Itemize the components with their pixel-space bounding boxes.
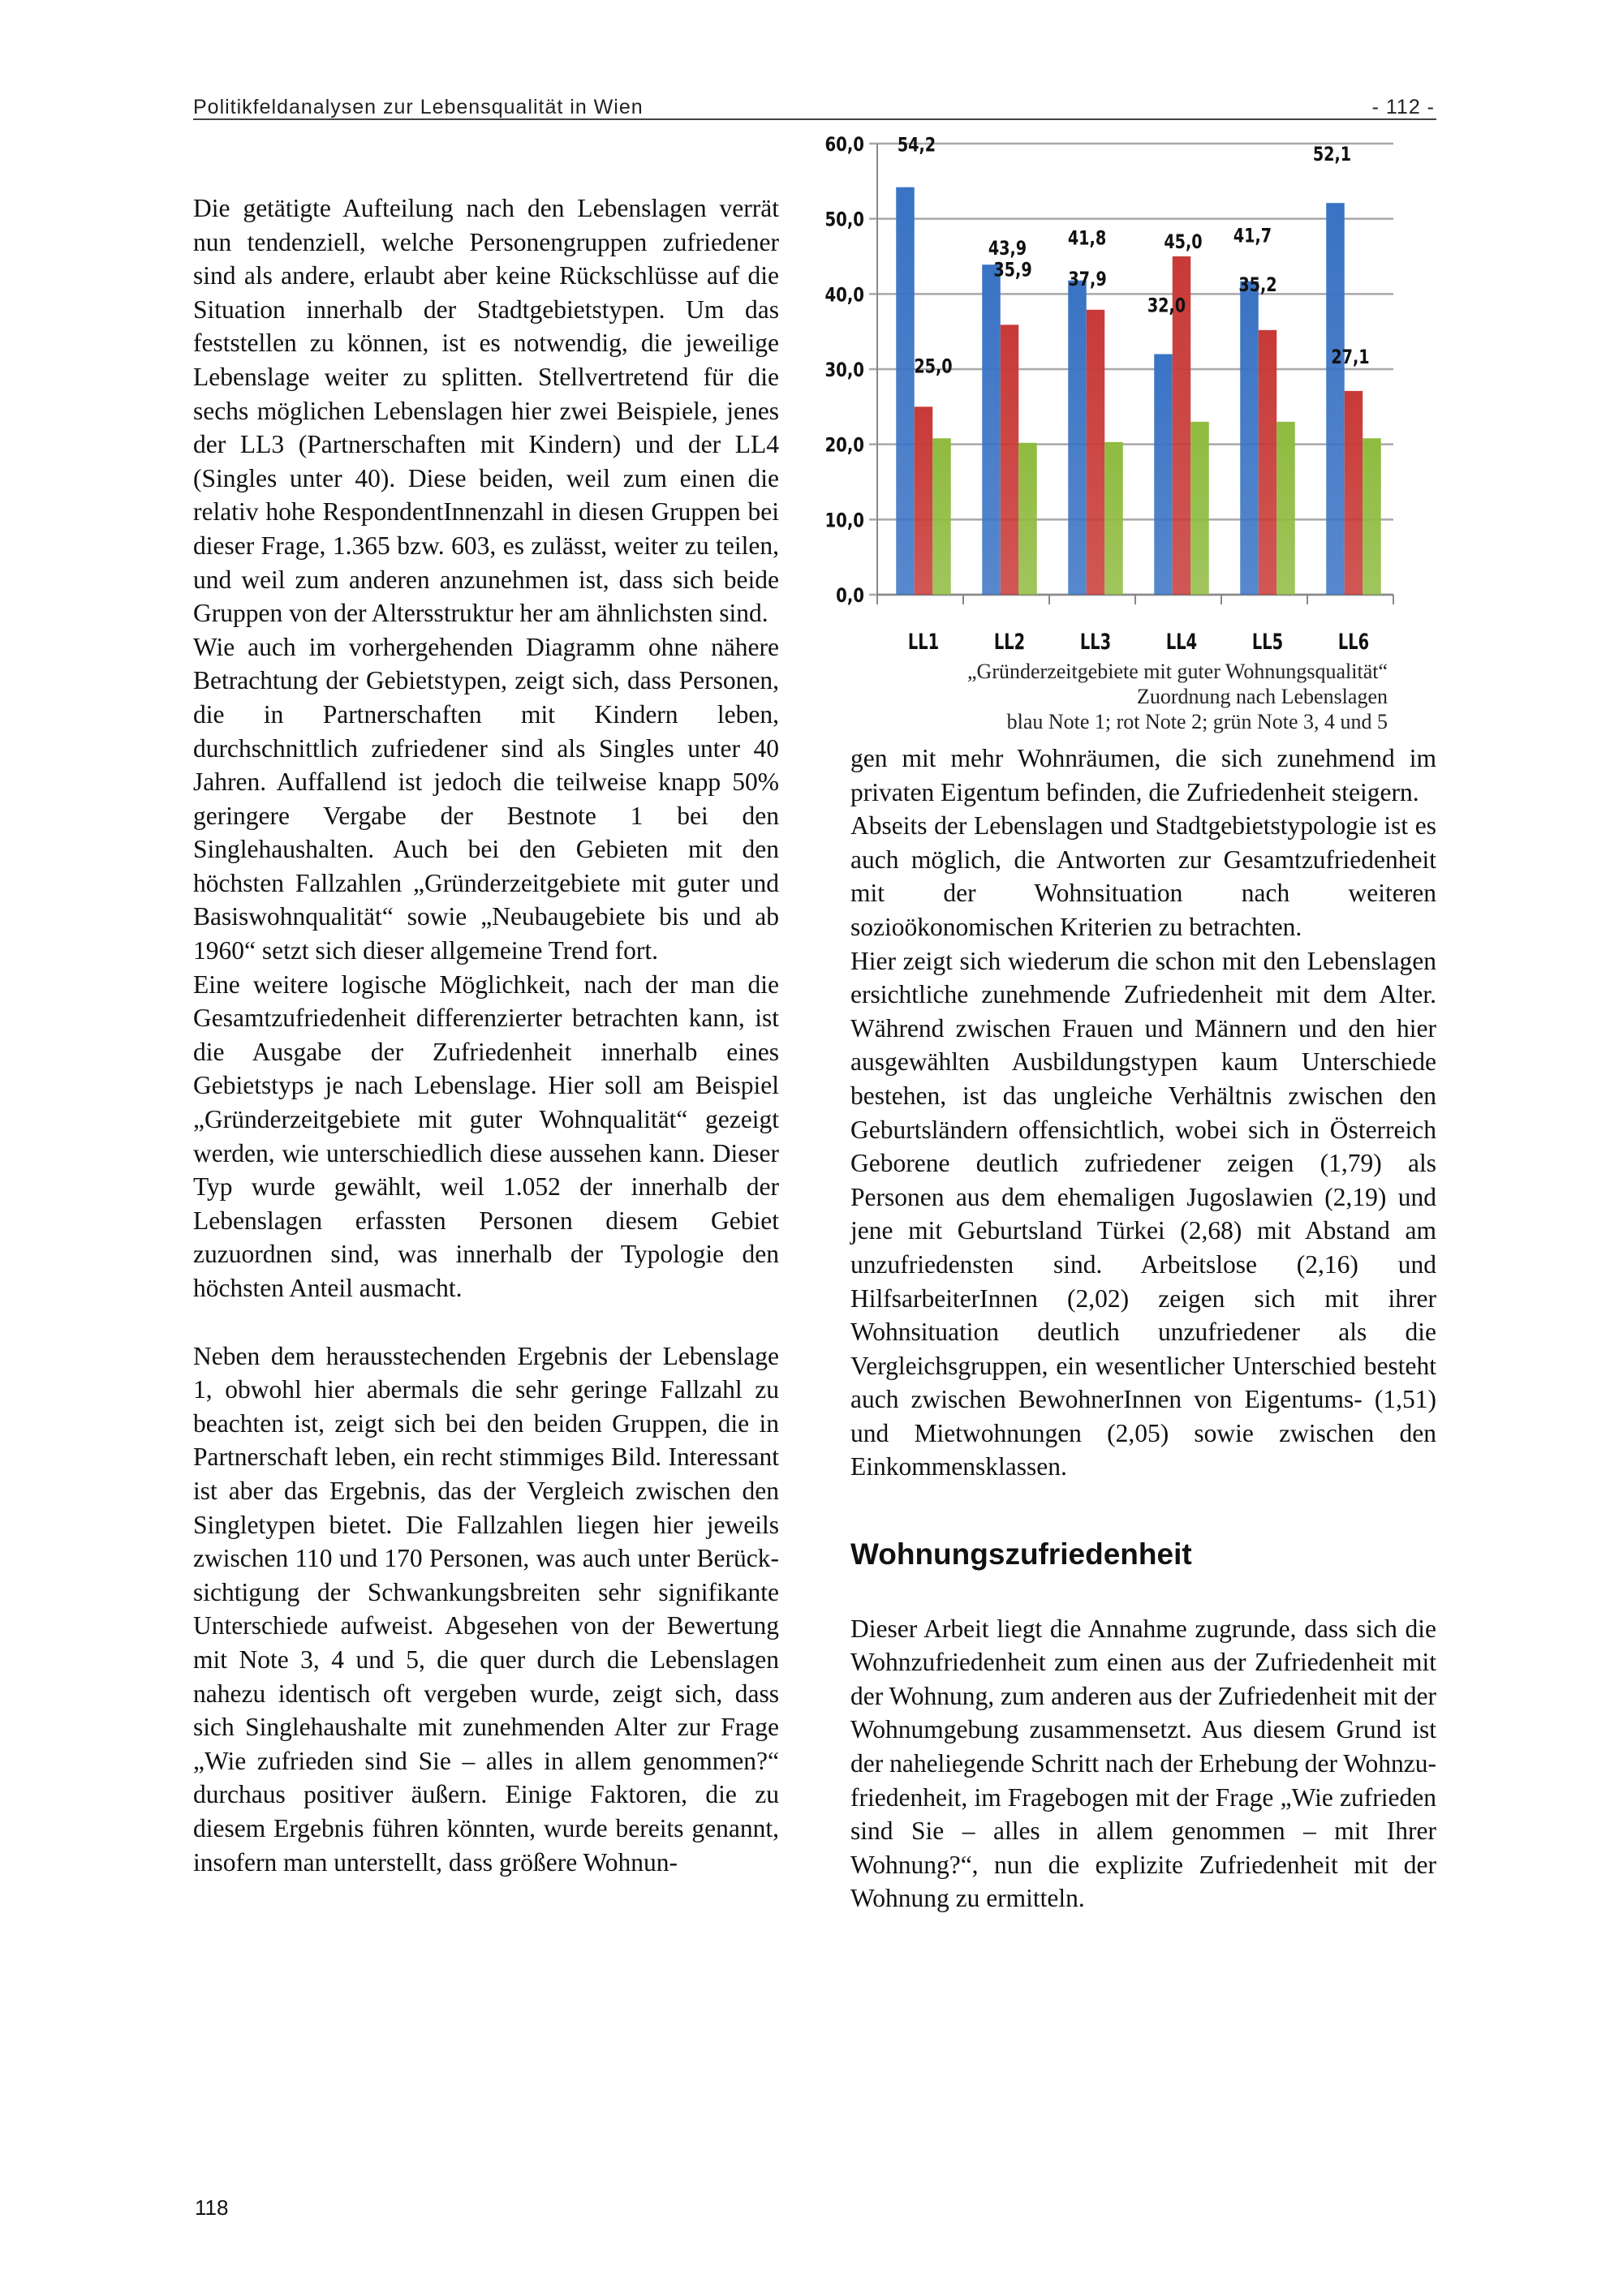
bar-note-2-ll6 bbox=[1345, 391, 1363, 595]
data-label: 25,0 bbox=[914, 355, 953, 378]
section-heading: Wohnungszufriedenheit bbox=[850, 1537, 1192, 1572]
bar-note-3-4-und-5-ll6 bbox=[1363, 438, 1381, 595]
bar-note-3-4-und-5-ll1 bbox=[932, 438, 951, 595]
paragraph: Neben dem herausstechenden Ergebnis der Lebenslage 1, obwohl hier abermals die sehr geringe Fallzahl zu beachten ist, zeigt sich bei den beiden Gruppen, die in Partnerschaft leben, ein recht stimmiges Bild. Interessant ist aber das Ergebnis, das der Vergleich zwischen den Singletypen bietet. Die Fallzahlen liegen hier jeweils zwischen 110 und 170 Personen, was auch unter Berücksichtigung der Schwankungsbreiten sehr signifikante Unterschiede aufweist. Abgesehen von der Bewertung mit Note 3, 4 und 5, die quer durch die Lebenslagen nahezu identisch oft vergeben wurde, zeigt sich, dass sich Singlehaushalte mit zunehmenden Alter zur Frage „Wie zufrieden sind Sie – alles in allem genommen?“ durchaus positiver äußern. Einige Faktoren, die zu diesem Ergebnis führen könnten, wurde bereits genannt, insofern man unterstellt, dass größere Wohnun- bbox=[193, 1341, 779, 1877]
bar-note-1-ll6 bbox=[1326, 203, 1345, 595]
data-label: 35,9 bbox=[993, 259, 1032, 282]
paragraph: Die getätigte Aufteilung nach den Lebenslagen verrät nun tendenziell, welche Personengruppen zufriedener sind als andere, erlaubt aber keine Rückschlüsse auf die Situation innerhalb der Stadtgebietstypen. Um das feststellen zu können, ist es notwendig, die jeweilige Lebenslage weiter zu splitten. Stellvertretend für die sechs möglichen Lebenslagen hier zwei Beispiele, jenes der LL3 (Partnerschaften mit Kindern) und der LL4 (Singles unter 40). Diese beiden, weil zum einen die relativ hohe RespondentInnenzahl in diesen Gruppen bei dieser Frage, 1.365 bzw. 603, es zulässt, weiter zu teilen, und weil zum anderen anzunehmen ist, dass sich beide Gruppen von der Altersstruktur her am ähnlichsten sind. bbox=[193, 194, 779, 628]
bar-note-1-ll4 bbox=[1154, 354, 1173, 595]
paragraph-gap bbox=[193, 1305, 779, 1339]
data-label: 45,0 bbox=[1164, 231, 1203, 254]
paragraph: Wie auch im vorhergehenden Diagramm ohne nähere Betrachtung der Gebietstypen, zeigt sich, dass Personen, die in Partnerschaften mit Kindern leben, durchschnittlich zufriedener sind als Singles unter 40 Jahren. Auffallend ist jedoch die teilweise knapp 50% geringere Vergabe der Bestnote 1 bei den Singlehaushalten. Auch bei den Gebieten mit den höchsten Fallzahlen „Gründerzeitgebiete mit guter und Basiswohnqualität“ sowie „Neubaugebiete bis und ab 1960“ setzt sich dieser allgemeine Trend fort. bbox=[193, 632, 779, 965]
chart-caption-legend: blau Note 1; rot Note 2; grün Note 3, 4 und 5 bbox=[1006, 710, 1388, 733]
data-label: 35,2 bbox=[1238, 273, 1277, 297]
header-rule bbox=[193, 118, 1436, 120]
y-tick-label: 10,0 bbox=[824, 510, 864, 532]
paragraph: Eine weitere logische Möglichkeit, nach der man die Gesamtzufriedenheit differenzierter betrachten kann, ist die Ausgabe der Zufriedenheit innerhalb eines Gebietstyps je nach Lebenslage. Hier soll am Beispiel „Gründerzeitgebiete mit guter Wohnqualität“ gezeigt werden, wie unterschiedlich diese aussehen kann. Dieser Typ wurde gewählt, weil 1.052 der innerhalb der Lebenslagen erfassten Personen diesem Gebiet zuzuordnen sind, was innerhalb der Typologie den höchsten Anteil ausmacht. bbox=[193, 970, 779, 1302]
bar-note-3-4-und-5-ll4 bbox=[1190, 422, 1209, 595]
bar-note-1-ll5 bbox=[1240, 282, 1259, 595]
right-column bbox=[850, 742, 1436, 1915]
data-label: 41,8 bbox=[1067, 227, 1107, 251]
x-tick-label: LL4 bbox=[1165, 628, 1198, 655]
paragraph: Abseits der Lebenslagen und Stadtgebietstypologie ist es auch möglich, die Antworten zur Gesamtzufriedenheit mit der Wohnsituation nach weiteren sozioökonomischen Kriterien zu betrachten. bbox=[850, 811, 1436, 941]
bar-note-1-ll1 bbox=[896, 187, 915, 595]
y-tick-label: 40,0 bbox=[824, 284, 864, 307]
bar-note-3-4-und-5-ll5 bbox=[1276, 422, 1295, 595]
data-label: 52,1 bbox=[1312, 144, 1352, 166]
y-tick-label: 20,0 bbox=[824, 434, 864, 458]
data-label: 32,0 bbox=[1147, 295, 1186, 318]
chart-caption-title: „Gründerzeitgebiete mit guter Wohnungsqualität“ bbox=[967, 660, 1388, 683]
paragraph: Dieser Arbeit liegt die Annahme zugrunde, dass sich die Wohnzufriedenheit zum einen aus der Zufriedenheit mit der Wohnung, zum anderen aus der Zufriedenheit mit der Wohnumgebung zusammensetzt. Aus diesem Grund ist der naheliegende Schritt nach der Erhebung der Wohnzufriedenheit, im Fragebogen mit der Frage „Wie zufrieden sind Sie – alles in allem genommen – mit Ihrer Wohnung?“, nun die explizite Zufriedenheit mit der Wohnung zu ermitteln. bbox=[850, 1614, 1437, 1913]
running-header-page-number: - 112 - bbox=[1371, 96, 1435, 118]
chart-caption-subtitle: Zuordnung nach Lebenslagen bbox=[1136, 685, 1388, 708]
chart-caption bbox=[803, 659, 1388, 734]
data-label: 41,7 bbox=[1233, 225, 1272, 248]
bar-note-3-4-und-5-ll2 bbox=[1018, 443, 1037, 595]
x-tick-label: LL1 bbox=[907, 628, 940, 655]
bar-note-2-ll3 bbox=[1087, 310, 1105, 595]
left-column bbox=[193, 191, 779, 1879]
x-tick-label: LL5 bbox=[1251, 628, 1284, 655]
x-tick-label: LL2 bbox=[993, 628, 1026, 655]
bar-chart-svg bbox=[803, 122, 1420, 738]
data-label: 43,9 bbox=[988, 238, 1027, 260]
x-tick-label: LL3 bbox=[1079, 628, 1112, 655]
x-tick-label: LL6 bbox=[1337, 628, 1370, 655]
bar-note-2-ll2 bbox=[1001, 325, 1019, 595]
y-tick-label: 0,0 bbox=[836, 585, 864, 608]
page-number: 118 bbox=[195, 2195, 229, 2220]
bar-note-2-ll1 bbox=[915, 406, 933, 595]
bar-note-1-ll2 bbox=[982, 264, 1001, 595]
y-tick-label: 60,0 bbox=[824, 134, 864, 157]
bar-note-3-4-und-5-ll3 bbox=[1104, 442, 1123, 595]
bar-note-2-ll5 bbox=[1259, 330, 1277, 595]
bar-note-1-ll3 bbox=[1068, 281, 1087, 595]
data-label: 54,2 bbox=[897, 134, 936, 157]
y-tick-label: 30,0 bbox=[824, 359, 864, 382]
running-header bbox=[193, 96, 1435, 120]
paragraph: gen mit mehr Wohnräumen, die sich zunehmend im privaten Eigentum befinden, die Zufriedenheit steigern. bbox=[850, 744, 1436, 806]
data-label: 37,9 bbox=[1068, 268, 1107, 291]
paragraph: Hier zeigt sich wiederum die schon mit den Lebenslagen ersichtliche zunehmende Zufriedenheit mit dem Alter. Während zwischen Frauen und Männern und den hier ausgewählten Ausbildungstypen kaum Unterschiede bestehen, ist das ungleiche Verhältnis zwischen den Geburtsländern offensichtlich, wobei sich in Österreich Geborene deutlich zufriedener zeigen (1,79) als Personen aus dem ehemaligen Jugoslawien (2,19) und jene mit Geburtsland Türkei (2,68) mit Abstand am unzufriedensten sind. Arbeitslose (2,16) und HilfsarbeiterInnen (2,02) zeigen sich mit ihrer Wohnsituation deutlich unzufriedener als die Vergleichsgruppen, ein wesentlicher Unterschied besteht auch zwischen BewohnerInnen von Eigentums- (1,51) und Mietwohnungen (2,05) sowie zwischen den Einkommensklassen. bbox=[850, 946, 1436, 1481]
running-header-title: Politikfeldanalysen zur Lebensqualität in Wien bbox=[193, 96, 644, 118]
bar-chart bbox=[803, 122, 1420, 738]
data-label: 27,1 bbox=[1331, 346, 1370, 369]
y-tick-label: 50,0 bbox=[824, 209, 864, 232]
